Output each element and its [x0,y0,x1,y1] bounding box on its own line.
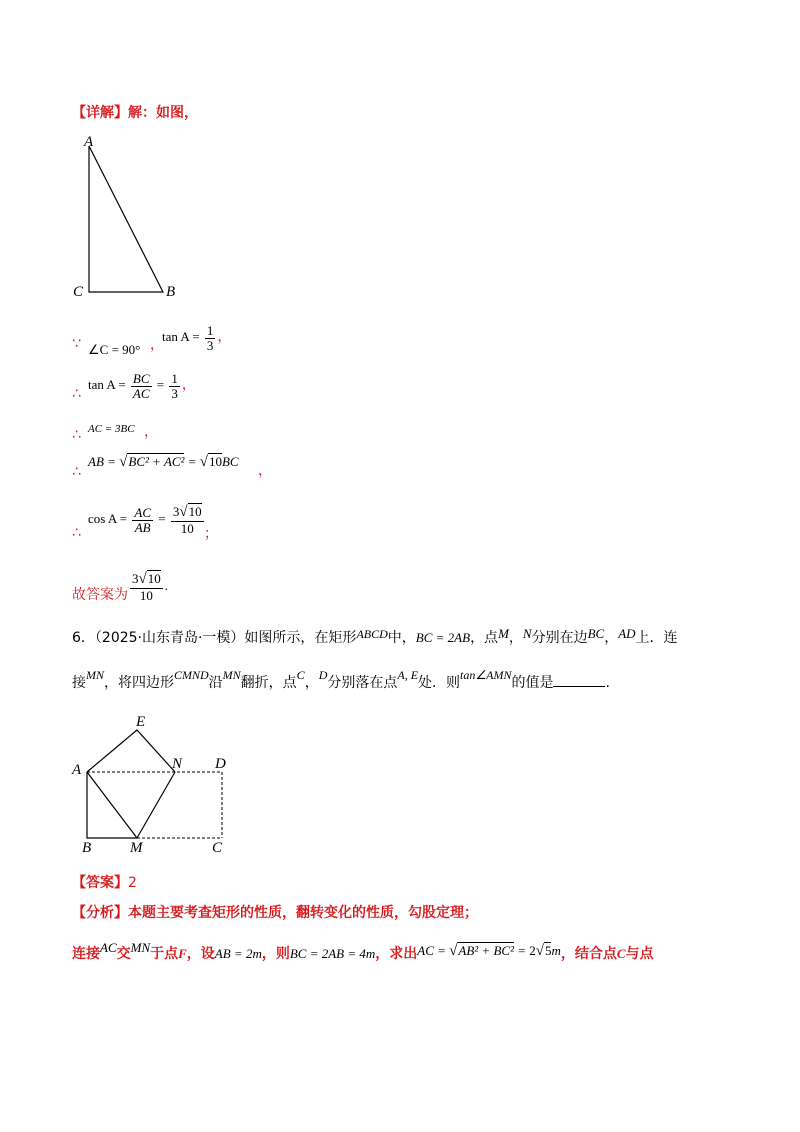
detail-header [72,102,198,122]
therefore-symbol: ∴ [72,464,81,480]
problem-6-line-1: 6．（2025·山东青岛·一模）如图所示，在矩形ABCD中，BC = 2AB，点M，N分别在边BC，AD上．连 [72,626,678,646]
analysis-continuation: 连接AC交MN于点F，设AB = 2m，则BC = 2AB = 4m，求出AC = √AB² + BC² = 2√5m，结合点C与点 [72,940,654,962]
analysis-line [72,902,478,922]
final-answer-label: 故答案为 [72,587,128,603]
answer-label: 【答案】 [72,875,128,891]
detail-label: 【详解】 [72,105,128,121]
problem-6-line-2: 接MN，将四边形CMND沿MN翻折，点C，D分别落在点A, E处．则tan∠AMN的值是 . [72,668,610,691]
answer-blank [553,674,605,687]
fig1-label-c: C [73,284,84,300]
fig2-label-a: A [72,762,82,778]
therefore-symbol: ∴ [72,525,81,541]
therefore-symbol: ∴ [72,427,81,443]
solid-aen [87,730,175,772]
cos-a-equation: cos A = $\frac{AC}{AB}$ = $\frac{3√10}{10}$ [88,504,202,536]
analysis-label: 【分析】 [72,905,128,921]
fig2-label-m: M [130,840,143,856]
tan-ratio: tan A = $\frac{BC}{AC}$ = $\frac{1}{3}$ ， [88,371,196,401]
fig2-label-n: N [172,756,183,772]
fig2-label-d: D [215,756,226,772]
therefore-symbol: ∴ [72,386,81,402]
answer-line [72,872,137,892]
fig1-label-a: A [84,134,94,150]
fold-figure [70,715,240,855]
triangle-outline [89,146,163,292]
triangle-figure [70,132,190,307]
analysis-text: 本题主要考查矩形的性质，翻转变化的性质，勾股定理； [128,905,478,921]
segment-am [87,772,137,838]
final-answer-value: $\frac{3√10}{10}$ . [132,571,168,603]
segment-mn [137,772,175,838]
ac-eq-3bc: AC = 3BC [88,423,135,435]
angle-c: ∠C = 90° [88,342,141,357]
answer-value: 2 [128,875,137,891]
detail-intro: 解：如图， [128,105,198,121]
fig2-label-b: B [82,840,92,856]
fig2-label-c: C [212,840,223,856]
fig1-label-b: B [166,284,176,300]
ab-pythagoras: AB = √BC² + AC² = √10BC [88,454,239,470]
tan-a-equation: tan A = $\frac{1}{3}$ ， [162,323,232,353]
fig2-label-e: E [136,714,146,730]
because-symbol: ∵ [72,336,81,352]
